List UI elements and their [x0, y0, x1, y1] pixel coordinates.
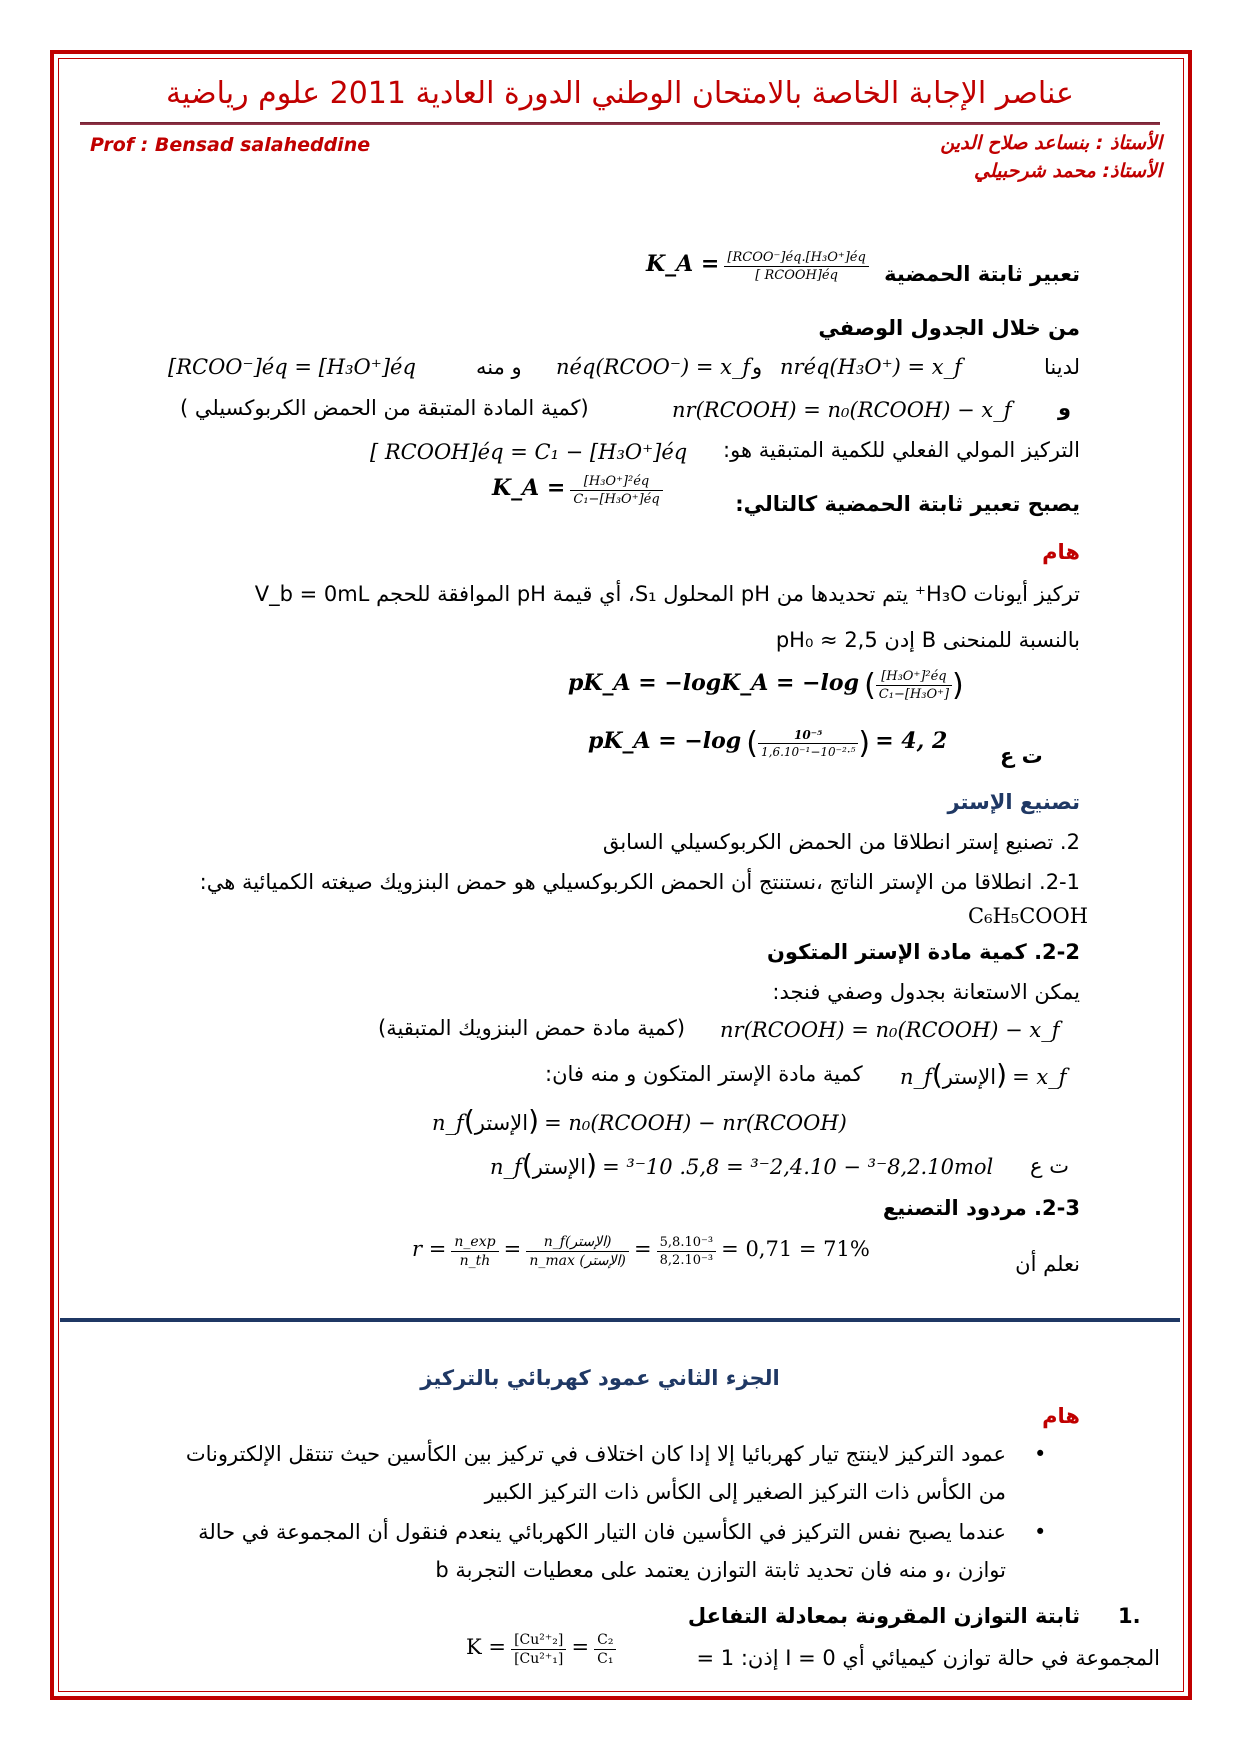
eq-k: K = [466, 1635, 506, 1659]
pka-eq1: pK_A = −logK_A = −log [568, 670, 859, 696]
q1-number: 1. [1118, 1604, 1141, 1628]
yield-label: نعلم أن [1015, 1252, 1080, 1276]
pka-denominator-1: C₁−[H₃O⁺] [878, 687, 950, 702]
pka-formula-1: pK_A = −logK_A = −log ( $\frac{\text{[H₃O⁺]²éq}}{\text{C₁−[H₃O⁺]}}$ ) [568, 668, 964, 703]
bullet-1-line-1: عمود التركيز لاينتج تيار كهربائيا إلا إدا كان اختلاف في تركيز بين الكأسين حيث تنتقل الإلكترونات [185, 1442, 1006, 1466]
ladayna-text: لدينا [1043, 355, 1080, 379]
title-underline [80, 122, 1160, 125]
eq-nr-rcooh: nr(RCOOH) = n₀(RCOOH) − x_f [672, 398, 1012, 422]
yield-frac3-num: 5,8.10⁻³ [657, 1235, 716, 1252]
ka2-denominator: C₁−[H₃O⁺]éq [573, 492, 660, 507]
equilibrium-formula: K = $\frac{\text{[Cu²⁺₂]}}{\text{[Cu²⁺₁]}}$ = $\frac{\text{C₂}}{\text{C₁}}$ [466, 1632, 616, 1667]
professor-name-ar-2: الأستاذ: محمد شرحبيلي [974, 160, 1162, 182]
benzoic-formula: C₆H₅COOH [968, 904, 1089, 928]
section-2-2: 2-2. كمية مادة الإستر المتكون [767, 940, 1080, 964]
important-line-1: تركيز أيونات H₃O⁺ يتم تحديدها من pH المحلول S₁، أي قيمة pH الموافقة للحجم V_b = 0mL [254, 582, 1080, 606]
part2-heading: الجزء الثاني عمود كهربائي بالتركيز [420, 1366, 780, 1390]
section-2-2-text: يمكن الاستعانة بجدول وصفي فنجد: [772, 980, 1080, 1004]
ka-formula [646, 250, 869, 283]
equilibrium-text: المجموعة في حالة توازن كيميائي أي I = 0 إذن: 1 = [696, 1646, 1160, 1670]
eq-k-den: [Cu²⁺₁] [514, 1651, 564, 1667]
pka-result: = 4, 2 [875, 728, 948, 754]
ka-label: تعبير ثابتة الحمضية [884, 262, 1080, 286]
s22-eq1-note: (كمية مادة حمض البنزويك المتبقية) [378, 1016, 686, 1040]
s22-eq2-note: كمية مادة الإستر المتكون و منه فان: [545, 1062, 863, 1086]
ka2-numerator: [H₃O⁺]²éq [570, 474, 662, 491]
eq-conc-equal: [RCOO⁻]éq = [H₃O⁺]éq [168, 355, 416, 379]
s22-eq4-nf: n_f [490, 1155, 522, 1179]
pka-numerator-1: [H₃O⁺]²éq [876, 669, 952, 686]
bullet-2-line-2: توازن ،و منه فان تحديد ثابتة التوازن يعتمد على معطيات التجربة b [435, 1558, 1006, 1582]
yield-result: = 0,71 = 71% [721, 1237, 870, 1261]
ka-numerator: [RCOO⁻]éq.[H₃O⁺]éq [724, 250, 868, 267]
yield-frac3-den: 8,2.10⁻³ [659, 1253, 714, 1268]
professor-name-en: Prof : Bensad salaheddine [90, 134, 371, 156]
s22-te: ت ع [1030, 1154, 1069, 1178]
wa-text-2: و [1058, 396, 1072, 420]
q1-title: ثابتة التوازن المقرونة بمعادلة التفاعل [687, 1604, 1080, 1628]
bullet-1-line-2: من الكأس ذات التركيز الصغير إلى الكأس ذات التركيز الكبير [484, 1480, 1006, 1504]
ka2-lhs: K_A = [492, 475, 566, 501]
important-label-1: هام [1042, 540, 1080, 564]
s22-ester-word: الإستر [942, 1065, 997, 1089]
yield-frac1-den: n_th [459, 1253, 491, 1269]
pka-denominator-2: 1,6.10⁻¹−10⁻²·⁵ [761, 745, 856, 759]
s22-eq4-ester-word: الإستر [532, 1155, 587, 1179]
pka-numerator-2: 10⁻⁵ [758, 728, 858, 744]
pka-formula-2: pK_A = −log ( $\frac{\text{10⁻⁵}}{\text{1,6.10⁻¹−10⁻²·⁵}}$ ) = 4, 2 [588, 726, 948, 761]
table-label: من خلال الجدول الوصفي [818, 316, 1080, 340]
section-2-3: 2-3. مردود التصنيع [882, 1196, 1080, 1220]
yield-frac2-den: n_max (الإستر) [529, 1253, 626, 1269]
bullet-2-line-1: عندما يصبح نفس التركيز في الكأسين فان التيار الكهربائي ينعدم فنقول أن المجموعة في حالة [198, 1520, 1006, 1544]
bullet-dot-2: • [1034, 1520, 1047, 1544]
wa-minhu-text: و منه [476, 355, 522, 379]
s22-eq4-rhs: = 8,2.10⁻³ − 2,4.10⁻³ = 5,8. 10⁻³mol [602, 1155, 994, 1179]
s22-eq4: n_f(الإستر) = 8,2.10⁻³ − 2,4.10⁻³ = 5,8. 10⁻³mol [490, 1148, 994, 1181]
page-title: عناصر الإجابة الخاصة بالامتحان الوطني الدورة العادية 2011 علوم رياضية [166, 76, 1074, 111]
eq-c-den: C₁ [597, 1651, 614, 1667]
ester-heading: تصنيع الإستر [947, 790, 1080, 814]
eq-nr-note: (كمية المادة المتبقة من الحمض الكربوكسيلي ) [180, 396, 589, 420]
professor-name-ar-1: الأستاذ : بنساعد صلاح الدين [940, 132, 1162, 154]
s22-eq2-post: = x_f [1012, 1065, 1067, 1089]
pka-eq2: pK_A = −log [588, 728, 742, 754]
s22-eq3-rhs: = n₀(RCOOH) − nr(RCOOH) [544, 1111, 847, 1135]
s22-eq1: nr(RCOOH) = n₀(RCOOH) − x_f [720, 1018, 1060, 1042]
ka-denominator: [ RCOOH]éq [755, 268, 838, 283]
conc-text: التركيز المولي الفعلي للكمية المتبقية هو: [723, 438, 1080, 462]
eq-n-h3o: nréq(H₃O⁺) = x_f [780, 355, 962, 379]
pka-te: ت ع [1000, 744, 1043, 768]
yield-r: r = [412, 1237, 447, 1261]
eq-k-num: [Cu²⁺₂] [511, 1632, 566, 1650]
s22-eq3: n_f(الإستر) = n₀(RCOOH) − nr(RCOOH) [432, 1104, 847, 1137]
important-line-2: بالنسبة للمنحنى B إدن pH₀ ≈ 2,5 [775, 628, 1080, 652]
section-separator [60, 1318, 1180, 1322]
important-label-2: هام [1042, 1404, 1080, 1428]
yield-frac2-num: n_f(الإستر) [526, 1234, 628, 1252]
section-2: 2. تصنيع إستر انطلاقا من الحمض الكربوكسيلي السابق [602, 830, 1080, 854]
s22-nf: n_f [900, 1065, 932, 1089]
yield-frac1-num: n_exp [451, 1234, 498, 1252]
ka2-formula [492, 474, 663, 507]
eq-n-rcoo: néq(RCOO⁻) = x_f [556, 355, 751, 379]
bullet-dot-1: • [1034, 1442, 1047, 1466]
section-2-1: 2-1. انطلاقا من الإستر الناتج ،نستنتج أن الحمض الكربوكسيلي هو حمض البنزويك صيغته الكميائية هي: [199, 870, 1080, 894]
conc-eq: [ RCOOH]éq = C₁ − [H₃O⁺]éq [370, 440, 688, 464]
wa-text: و [752, 355, 763, 379]
yield-formula: r = $\frac{n\_\exp}{n\_th}$ = $\frac{\text{n\_f(الإستر)}}{\text{n\_max (الإستر)}}$ = $\frac{\text{5,8.10⁻³}}{\text{8,2.10⁻³}}$ = 0,71 = 71% [412, 1234, 870, 1269]
s22-eq3-nf: n_f [432, 1111, 464, 1135]
eq-c-num: C₂ [594, 1632, 616, 1650]
s22-eq2: n_f(الإستر) = x_f [900, 1058, 1067, 1091]
ka2-label: يصبح تعبير ثابتة الحمضية كالتالي: [735, 492, 1080, 516]
s22-eq3-ester-word: الإستر [474, 1111, 529, 1135]
ka-lhs: K_A = [646, 251, 720, 277]
